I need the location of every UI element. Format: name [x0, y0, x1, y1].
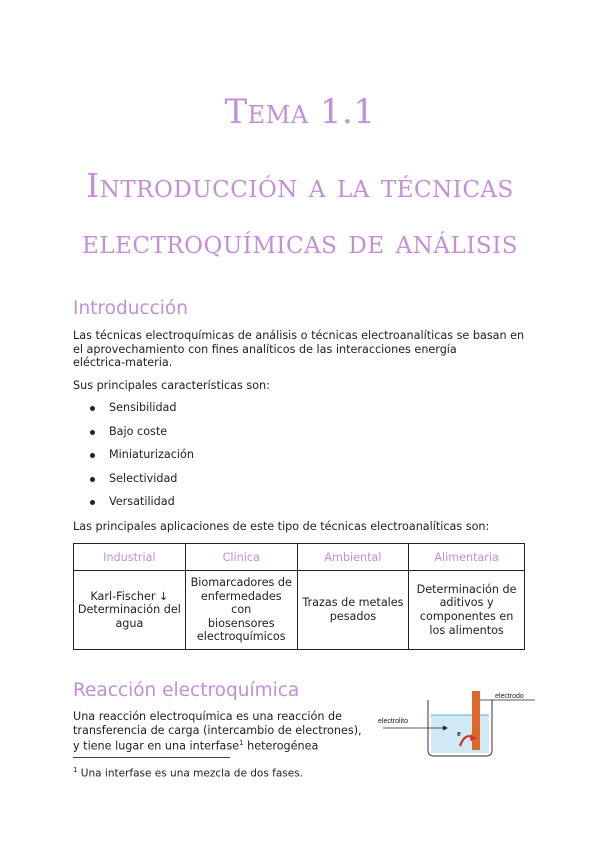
reaction-line-3-text: y tiene lugar en una interfase [73, 739, 240, 753]
cell-line: biosensores [207, 616, 275, 630]
electrode-label: electrodo [495, 693, 524, 700]
table-header-row [74, 544, 525, 571]
electrode [472, 691, 480, 750]
cell-line: con [231, 603, 252, 617]
reaction-line-3 [73, 737, 362, 753]
cell-line: aditivos y [439, 596, 494, 610]
cell-line: Determinación de [416, 582, 517, 596]
title-line-1: Tema 1.1 [224, 92, 376, 132]
cell-line: agua [115, 616, 144, 630]
cell-line: enfermedades [200, 589, 282, 603]
footnote-text: Una interfase es una mezcla de dos fases. [77, 767, 304, 780]
cell-line: electroquímicos [196, 630, 286, 644]
cell-line: Biomarcadores de [190, 576, 292, 590]
title-line-2: Introducción a la técnicas [86, 166, 514, 205]
table-header-clinica: Clínica [185, 544, 297, 571]
table-cell-industrial [74, 571, 186, 650]
intro-paragraph-line-2: el aprovechamiento con fines analíticos de las interacciones energía [73, 342, 457, 356]
cell-line: los alimentos [429, 623, 504, 637]
cell-line: componentes en [419, 610, 514, 623]
reaction-line-3-end: heterogénea [243, 739, 319, 753]
characteristics-intro: Sus principales características son: [73, 379, 270, 392]
cell-line: Trazas de metales [302, 596, 404, 610]
applications-table [73, 543, 525, 650]
table-header-ambiental: Ambiental [297, 544, 409, 571]
list-item: Versatilidad [90, 494, 194, 518]
footnote-separator [73, 757, 230, 758]
table-row [74, 571, 525, 650]
table-cell-alimentaria [409, 571, 525, 650]
table-cell-ambiental [297, 571, 409, 650]
cell-line: Karl-Fischer ↓ [90, 589, 169, 603]
intro-paragraph [73, 329, 524, 370]
applications-intro: Las principales aplicaciones de este tipo de técnicas electroanalíticas son: [73, 520, 490, 533]
footnote-mark: 1 [73, 766, 78, 774]
electrolyte-label: electrolito [378, 718, 408, 725]
table-header-alimentaria: Alimentaria [409, 544, 525, 571]
intro-paragraph-line-1: Las técnicas electroquímicas de análisis o técnicas electroanalíticas se basan en [73, 329, 525, 342]
table-cell-clinica [185, 571, 297, 650]
table-header-industrial: Industrial [74, 544, 186, 571]
electrochemical-cell-diagram [375, 686, 535, 758]
intro-heading: Introducción [73, 298, 188, 319]
list-item: Sensibilidad [90, 400, 194, 424]
footnote-reference[interactable]: 1 [239, 739, 244, 748]
intro-paragraph-line-3: eléctrica-materia. [73, 356, 173, 370]
footnote [73, 764, 303, 781]
reaction-line-1: Una reacción electroquímica es una reacción de [73, 710, 343, 723]
list-item: Selectividad [90, 471, 194, 495]
characteristics-list [90, 400, 194, 518]
title-line-3: electroquímicas de análisis [82, 222, 518, 261]
reaction-line-2: transferencia de carga (intercambio de electrones), [73, 723, 362, 737]
cell-line: Determinación del [77, 603, 181, 617]
electron-label: e [457, 731, 461, 738]
list-item: Bajo coste [90, 424, 194, 448]
reaction-heading: Reacción electroquímica [73, 680, 300, 701]
list-item: Miniaturización [90, 447, 194, 471]
cell-line: pesados [329, 610, 377, 623]
reaction-paragraph [73, 710, 362, 754]
